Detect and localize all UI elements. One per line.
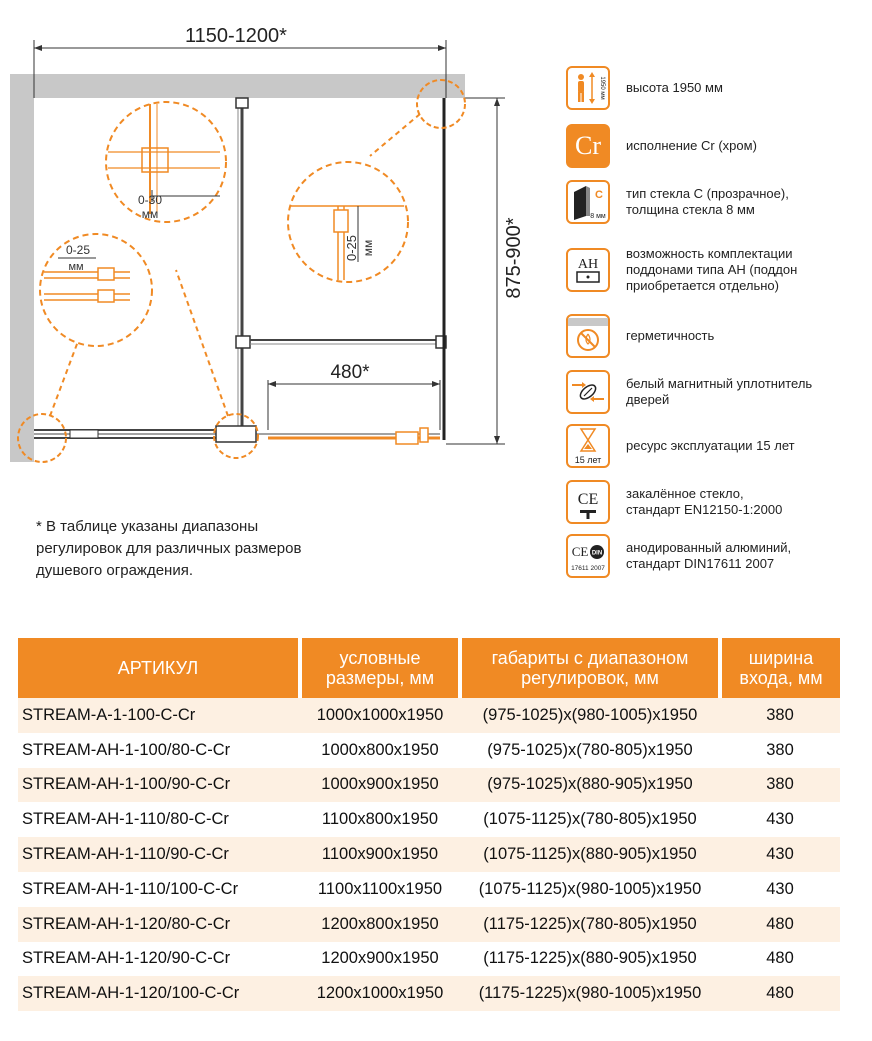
feature-text: высота 1950 мм — [626, 80, 723, 95]
callout-detail-right — [288, 162, 408, 282]
svg-text:8 мм: 8 мм — [590, 213, 606, 220]
back-wall — [10, 74, 465, 98]
table-row: STREAM-AH-1-110/80-C-Cr 1100x800x1950 (1075-1125)x(780-805)x1950 430 — [18, 802, 840, 837]
callout-c-label: 0-25 — [344, 234, 359, 262]
footnote-line: душевого ограждения. — [36, 562, 194, 579]
svg-text:DIN: DIN — [591, 550, 603, 557]
callout-detail-top — [106, 102, 226, 222]
table-row: STREAM-AH-1-110/90-C-Cr 1100x900x1950 (1075-1125)x(880-905)x1950 430 — [18, 837, 840, 872]
magnetic-seal-icon — [566, 370, 610, 414]
footnote — [36, 516, 456, 582]
table-row: STREAM-AH-1-100/90-C-Cr 1000x900x1950 (975-1025)x(880-905)x1950 380 — [18, 768, 840, 803]
table-header-row — [18, 638, 840, 698]
table-row: STREAM-AH-1-120/90-C-Cr 1200x900x1950 (1175-1225)x(880-905)x1950 480 — [18, 942, 840, 977]
feature-text: возможность комплектации — [626, 246, 793, 261]
callout-detail-left — [40, 234, 152, 346]
svg-text:C: C — [595, 189, 603, 201]
feature-text: тип стекла С (прозрачное), — [626, 186, 789, 201]
side-wall — [10, 74, 34, 462]
svg-text:15 лет: 15 лет — [574, 455, 602, 465]
width-dimension-label: 1150-1200* — [185, 25, 287, 47]
feature-text: стандарт EN12150-1:2000 — [626, 502, 783, 517]
feature-item — [566, 424, 866, 468]
feature-text: стандарт DIN17611 2007 — [626, 556, 775, 571]
tray-icon — [566, 248, 610, 292]
footnote-line: регулировок для различных размеров — [36, 540, 302, 557]
chrome-icon: Cr — [566, 124, 610, 168]
header-range: габариты с диапазоном регулировок, мм — [460, 638, 720, 698]
door-dimension-label: 480* — [330, 362, 370, 383]
feature-item — [566, 246, 866, 294]
feature-item — [566, 180, 866, 224]
feature-text: белый магнитный уплотнитель — [626, 376, 813, 391]
feature-text: поддонами типа АН (поддон — [626, 262, 798, 277]
sealing-icon — [566, 314, 610, 358]
svg-text:CE: CE — [571, 544, 589, 559]
spec-table — [18, 638, 840, 1011]
feature-item — [566, 534, 866, 578]
footnote-line: * В таблице указаны диапазоны — [36, 518, 259, 535]
table-row: STREAM-AH-1-120/80-C-Cr 1200x800x1950 (1175-1225)x(780-805)x1950 480 — [18, 907, 840, 942]
feature-text: герметичность — [626, 328, 715, 343]
callout-b-label: 0-25 — [65, 243, 91, 257]
callout-c-unit: мм — [361, 239, 375, 257]
feature-item — [566, 370, 866, 414]
header-nominal-size: условные размеры, мм — [300, 638, 460, 698]
callout-b-unit: мм — [68, 261, 84, 273]
technical-drawing — [0, 0, 540, 480]
glass-icon — [566, 180, 610, 224]
ce-din-icon — [566, 534, 610, 578]
svg-text:1950 мм: 1950 мм — [599, 76, 605, 100]
svg-text:AH: AH — [577, 257, 599, 272]
feature-text: закалённое стекло, — [626, 486, 744, 501]
feature-text: ресурс эксплуатации 15 лет — [626, 438, 795, 453]
callout-a-label: 0-30 — [137, 193, 163, 207]
header-article: АРТИКУЛ — [18, 638, 300, 698]
height-icon — [566, 66, 610, 110]
feature-text: анодированный алюминий, — [626, 540, 792, 555]
table-row: STREAM-A-1-100-C-Cr 1000x1000x1950 (975-1025)x(980-1005)x1950 380 — [18, 698, 840, 733]
feature-text: толщина стекла 8 мм — [626, 202, 755, 217]
callout-a-unit: мм — [141, 207, 159, 221]
table-row: STREAM-AH-1-110/100-C-Cr 1100x1100x1950 (1075-1125)x(980-1005)x1950 430 — [18, 872, 840, 907]
svg-text:CE: CE — [577, 491, 599, 508]
feature-text: исполнение Cr (хром) — [626, 138, 757, 153]
ce-tempered-icon — [566, 480, 610, 524]
svg-text:17611 2007: 17611 2007 — [571, 565, 605, 572]
header-entry-width: ширина входа, мм — [720, 638, 840, 698]
table-row: STREAM-AH-1-100/80-C-Cr 1000x800x1950 (975-1025)x(780-805)x1950 380 — [18, 733, 840, 768]
feature-item — [566, 480, 866, 524]
hourglass-icon — [566, 424, 610, 468]
table-row: STREAM-AH-1-120/100-C-Cr 1200x1000x1950 (1175-1225)x(980-1005)x1950 480 — [18, 976, 840, 1011]
depth-dimension-label: 875-900* — [503, 217, 525, 299]
feature-item — [566, 124, 866, 168]
feature-item — [566, 314, 866, 358]
feature-text: приобретается отдельно) — [626, 278, 779, 293]
feature-text: дверей — [626, 392, 670, 407]
feature-item — [566, 66, 866, 110]
